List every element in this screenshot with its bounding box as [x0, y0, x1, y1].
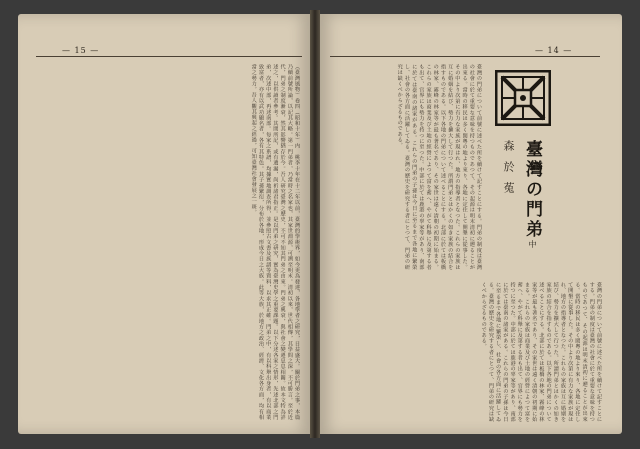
article-title	[520, 140, 545, 270]
book-gutter	[310, 10, 320, 438]
right-page-body-text: 臺灣の門弟について前號に述べた所を續けて記すことにする。門弟の制度は臺灣の社會に於て重要な意味を持つものであつて、その起源は明末清初に遡ることが出來る。當時の移民は多く閩粵の地より來り、各地に定住して開墾に從事した。その中より次第に有力な家族が現はれ、地方の指導者となつた。これらの家族は互に婚姻を結び、勢力を擴大して行つた。所謂門弟とはかくの如き家族の結合を指すものである。以下各地の門弟について述べることにする。北部に於ては板橋の林家、霧峰の林家等が最も著名であり、その家世は遠く清朝の初期に始まる。これらの家族は商業及び土地の經營によつて富を蓄へ、やがて科舉に及第する者も出て、官界にも勢力を持つに至つた。中部に於ては鹿港の辜家等があり、南部に於ては臺南の諸家がある。これらの門弟の子孫は今日に至るまで各地に繁榮し、社會の各方面に活躍してゐる。臺灣の歷史を研究する者にとつて、門弟の研究は缺くべからざるものである。	[396, 64, 482, 270]
lattice-window-emblem-icon	[495, 70, 551, 126]
article-title-text: 臺灣の門弟	[522, 140, 542, 240]
article-author: 森於菟	[502, 140, 515, 203]
article-title-suffix: 中	[528, 240, 537, 251]
right-page-number: — 14 —	[535, 46, 573, 55]
right-header-rule	[330, 56, 600, 57]
left-page-body-text: （臺灣風物）卷四（昭和十年）内 桃李十年在十二年以前，臺灣的學術界，如今更為發達，各地學者之研究，日益盛大。關於門弟之事，本篇乃續前號所論，以記其大略。第一門弟者，乃當時之名家也，其家世淵源，可溯至明末。清初以來，世代相傳，其學問之深，不可勝言。至於近代，門弟之制度漸衰，然其影響猶存於今。吾人研究臺灣之歷史，不可不知其門弟之由來。門弟之興衰，與社會之變遷息息相關。故本文特為詳述之，以供讀者參考。其間所記，或有遺漏，尚祈諸君指正。是以門弟之研究，實為臺灣史學之重要課題。以下分述各家之情形，先述北部之門弟，次述中部，再述南部。每家之系譜，均據實地調查所得，並參照古文書及族譜等資料，以求其正確。門弟之中，有以科舉出身者，有以商業致富者，亦有以武功顯名者，各有其特色。其子孫繁衍，分布於各地，形成今日之大族。此等大族，於地方之政治、經濟、文化各方面，均有相當之勢力。吾人觀其興起之經過，可知臺灣社會發展之一斑。	[250, 64, 300, 420]
left-header-rule	[36, 56, 302, 57]
right-page-lower-body-text: 臺灣の門弟について前號に述べた所を續けて記すことにする。門弟の制度は臺灣の社會に於て重要な意味を持つものであつて、その起源は明末清初に遡ることが出來る。當時の移民は多く閩粵の地より來り、各地に定住して開墾に從事した。その中より次第に有力な家族が現はれ、地方の指導者となつた。これらの家族は互に婚姻を結び、勢力を擴大して行つた。所謂門弟とはかくの如き家族の結合を指すものである。以下各地の門弟について述べることにする。北部に於ては板橋の林家、霧峰の林家等が最も著名であり、その家世は遠く清朝の初期に始まる。これらの家族は商業及び土地の經營によつて富を蓄へ、やがて科舉に及第する者も出て、官界にも勢力を持つに至つた。中部に於ては鹿港の辜家等があり、南部に於ては臺南の諸家がある。これらの門弟の子孫は今日に至るまで各地に繁榮し、社會の各方面に活躍してゐる。臺灣の歷史を研究する者にとつて、門弟の研究は缺くべからざるものである。	[480, 282, 602, 422]
left-page-number: — 15 —	[62, 46, 100, 55]
